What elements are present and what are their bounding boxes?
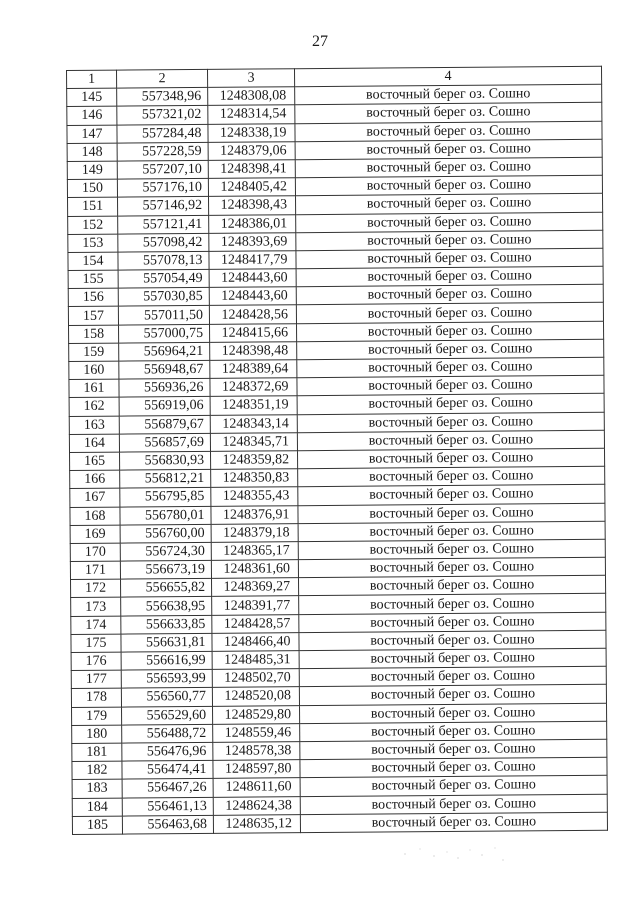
cell-y-coordinate: 1248443,60 — [209, 287, 296, 306]
cell-y-coordinate: 1248355,43 — [211, 487, 298, 506]
cell-x-coordinate: 556616,99 — [121, 651, 212, 670]
cell-point-number: 157 — [68, 307, 118, 326]
cell-description: восточный берег оз. Сошно — [298, 521, 605, 542]
cell-y-coordinate: 1248417,79 — [209, 251, 296, 270]
cell-x-coordinate: 557228,59 — [117, 142, 208, 161]
table-body — [67, 84, 608, 834]
cell-x-coordinate: 557207,10 — [117, 160, 208, 179]
cell-point-number: 175 — [71, 634, 121, 653]
cell-y-coordinate: 1248559,46 — [213, 723, 300, 742]
cell-point-number: 169 — [70, 525, 120, 544]
cell-point-number: 179 — [72, 707, 122, 726]
cell-description: восточный берег оз. Сошно — [295, 175, 602, 196]
cell-point-number: 164 — [69, 434, 119, 453]
cell-description: восточный берег оз. Сошно — [297, 375, 604, 396]
cell-point-number: 185 — [72, 816, 122, 835]
cell-x-coordinate: 556795,85 — [120, 488, 211, 507]
cell-description: восточный берег оз. Сошно — [296, 230, 603, 251]
scan-noise-decoration — [400, 840, 510, 870]
cell-description: восточный берег оз. Сошно — [297, 448, 604, 469]
cell-point-number: 156 — [68, 288, 118, 307]
cell-point-number: 163 — [69, 416, 119, 435]
cell-x-coordinate: 556936,26 — [119, 379, 210, 398]
cell-point-number: 162 — [69, 397, 119, 416]
cell-y-coordinate: 1248398,43 — [208, 196, 295, 215]
header-cell-x: 2 — [117, 69, 208, 88]
cell-point-number: 168 — [70, 507, 120, 526]
cell-description: восточный берег оз. Сошно — [300, 739, 607, 760]
table-row — [72, 812, 607, 834]
cell-point-number: 159 — [69, 343, 119, 362]
cell-x-coordinate: 556655,82 — [121, 579, 212, 598]
cell-x-coordinate: 557146,92 — [118, 197, 209, 216]
cell-x-coordinate: 556467,26 — [122, 779, 213, 798]
cell-description: восточный берег оз. Сошно — [297, 339, 604, 360]
cell-y-coordinate: 1248389,64 — [210, 360, 297, 379]
cell-y-coordinate: 1248314,54 — [208, 105, 295, 124]
cell-x-coordinate: 556760,00 — [120, 524, 211, 543]
cell-point-number: 171 — [70, 561, 120, 580]
cell-description: восточный берег оз. Сошно — [295, 157, 602, 178]
cell-description: восточный берег оз. Сошно — [295, 194, 602, 215]
cell-x-coordinate: 557321,02 — [117, 106, 208, 125]
cell-description: восточный берег оз. Сошно — [298, 539, 605, 560]
cell-y-coordinate: 1248361,60 — [211, 560, 298, 579]
cell-x-coordinate: 556529,60 — [122, 706, 213, 725]
cell-description: восточный берег оз. Сошно — [296, 212, 603, 233]
cell-x-coordinate: 556964,21 — [119, 342, 210, 361]
cell-x-coordinate: 556948,67 — [119, 360, 210, 379]
cell-description: восточный берег оз. Сошно — [296, 248, 603, 269]
cell-x-coordinate: 556673,19 — [120, 560, 211, 579]
cell-x-coordinate: 556463,68 — [122, 815, 213, 834]
cell-point-number: 182 — [72, 761, 122, 780]
cell-x-coordinate: 557078,13 — [118, 251, 209, 270]
coordinates-table — [66, 66, 608, 835]
cell-point-number: 158 — [69, 325, 119, 344]
cell-description: восточный берег оз. Сошно — [297, 412, 604, 433]
cell-x-coordinate: 557121,41 — [118, 215, 209, 234]
cell-description: восточный берег оз. Сошно — [299, 666, 606, 687]
cell-description: восточный берег оз. Сошно — [300, 812, 607, 833]
cell-description: восточный берег оз. Сошно — [295, 84, 602, 105]
cell-x-coordinate: 557176,10 — [117, 179, 208, 198]
cell-y-coordinate: 1248379,06 — [208, 141, 295, 160]
cell-y-coordinate: 1248443,60 — [209, 269, 296, 288]
cell-y-coordinate: 1248376,91 — [211, 505, 298, 524]
cell-description: восточный берег оз. Сошно — [296, 266, 603, 287]
cell-description: восточный берег оз. Сошно — [295, 121, 602, 142]
cell-point-number: 160 — [69, 361, 119, 380]
cell-x-coordinate: 556724,30 — [120, 542, 211, 561]
cell-description: восточный берег оз. Сошно — [300, 757, 607, 778]
cell-description: восточный берег оз. Сошно — [296, 321, 603, 342]
cell-x-coordinate: 556633,85 — [121, 615, 212, 634]
cell-x-coordinate: 556919,06 — [119, 397, 210, 416]
coordinates-table-container — [66, 66, 608, 835]
cell-x-coordinate: 556488,72 — [122, 724, 213, 743]
cell-x-coordinate: 557000,75 — [119, 324, 210, 343]
cell-y-coordinate: 1248635,12 — [213, 814, 300, 833]
cell-description: восточный берег оз. Сошно — [296, 303, 603, 324]
cell-point-number: 178 — [71, 688, 121, 707]
header-cell-y: 3 — [207, 69, 294, 88]
cell-y-coordinate: 1248428,56 — [209, 305, 296, 324]
cell-point-number: 165 — [70, 452, 120, 471]
cell-y-coordinate: 1248578,38 — [213, 742, 300, 761]
cell-x-coordinate: 557348,96 — [117, 88, 208, 107]
cell-description: восточный берег оз. Сошно — [298, 466, 605, 487]
cell-y-coordinate: 1248398,41 — [208, 160, 295, 179]
cell-y-coordinate: 1248379,18 — [211, 523, 298, 542]
cell-y-coordinate: 1248386,01 — [209, 214, 296, 233]
cell-x-coordinate: 556638,95 — [121, 597, 212, 616]
cell-description: восточный берег оз. Сошно — [297, 357, 604, 378]
cell-y-coordinate: 1248398,48 — [210, 342, 297, 361]
cell-point-number: 155 — [68, 270, 118, 289]
cell-y-coordinate: 1248428,57 — [212, 614, 299, 633]
cell-y-coordinate: 1248365,17 — [211, 542, 298, 561]
cell-description: восточный берег оз. Сошно — [298, 503, 605, 524]
cell-y-coordinate: 1248502,70 — [212, 669, 299, 688]
cell-point-number: 152 — [68, 216, 118, 235]
cell-description: восточный берег оз. Сошно — [297, 430, 604, 451]
cell-y-coordinate: 1248611,60 — [213, 778, 300, 797]
cell-point-number: 180 — [72, 725, 122, 744]
cell-x-coordinate: 556830,93 — [120, 451, 211, 470]
cell-y-coordinate: 1248308,08 — [208, 87, 295, 106]
cell-description: восточный берег оз. Сошно — [299, 630, 606, 651]
cell-y-coordinate: 1248624,38 — [213, 796, 300, 815]
cell-x-coordinate: 556593,99 — [121, 670, 212, 689]
cell-point-number: 146 — [67, 106, 117, 125]
header-cell-description: 4 — [294, 66, 601, 87]
cell-point-number: 145 — [67, 88, 117, 107]
cell-description: восточный берег оз. Сошно — [300, 721, 607, 742]
cell-y-coordinate: 1248393,69 — [209, 232, 296, 251]
page-number: 27 — [312, 33, 328, 50]
cell-point-number: 147 — [67, 125, 117, 144]
cell-description: восточный берег оз. Сошно — [299, 703, 606, 724]
cell-point-number: 154 — [68, 252, 118, 271]
cell-y-coordinate: 1248415,66 — [209, 323, 296, 342]
cell-description: восточный берег оз. Сошно — [299, 612, 606, 633]
cell-description: восточный берег оз. Сошно — [295, 139, 602, 160]
cell-y-coordinate: 1248485,31 — [212, 651, 299, 670]
cell-point-number: 148 — [67, 143, 117, 162]
cell-x-coordinate: 556812,21 — [120, 470, 211, 489]
cell-x-coordinate: 556474,41 — [122, 760, 213, 779]
cell-x-coordinate: 557284,48 — [117, 124, 208, 143]
cell-y-coordinate: 1248359,82 — [210, 451, 297, 470]
cell-point-number: 170 — [70, 543, 120, 562]
cell-point-number: 183 — [72, 779, 122, 798]
cell-x-coordinate: 556476,96 — [122, 742, 213, 761]
cell-x-coordinate: 556631,81 — [121, 633, 212, 652]
cell-description: восточный берег оз. Сошно — [299, 594, 606, 615]
cell-point-number: 173 — [71, 598, 121, 617]
cell-y-coordinate: 1248351,19 — [210, 396, 297, 415]
cell-description: восточный берег оз. Сошно — [298, 557, 605, 578]
cell-description: восточный берег оз. Сошно — [298, 485, 605, 506]
cell-point-number: 181 — [72, 743, 122, 762]
cell-x-coordinate: 556879,67 — [119, 415, 210, 434]
cell-y-coordinate: 1248350,83 — [211, 469, 298, 488]
cell-point-number: 184 — [72, 798, 122, 817]
cell-description: восточный берег оз. Сошно — [297, 394, 604, 415]
cell-description: восточный берег оз. Сошно — [299, 648, 606, 669]
cell-x-coordinate: 557054,49 — [118, 269, 209, 288]
cell-point-number: 176 — [71, 652, 121, 671]
cell-y-coordinate: 1248529,80 — [212, 705, 299, 724]
cell-y-coordinate: 1248343,14 — [210, 414, 297, 433]
cell-point-number: 151 — [68, 197, 118, 216]
cell-y-coordinate: 1248597,80 — [213, 760, 300, 779]
cell-y-coordinate: 1248345,71 — [210, 432, 297, 451]
cell-y-coordinate: 1248520,08 — [212, 687, 299, 706]
cell-description: восточный берег оз. Сошно — [296, 285, 603, 306]
cell-description: восточный берег оз. Сошно — [298, 576, 605, 597]
cell-point-number: 174 — [71, 616, 121, 635]
cell-point-number: 166 — [70, 470, 120, 489]
cell-y-coordinate: 1248466,40 — [212, 633, 299, 652]
cell-point-number: 149 — [67, 161, 117, 180]
cell-description: восточный берег оз. Сошно — [295, 103, 602, 124]
cell-point-number: 177 — [71, 670, 121, 689]
cell-point-number: 172 — [71, 579, 121, 598]
cell-y-coordinate: 1248405,42 — [208, 178, 295, 197]
cell-point-number: 167 — [70, 488, 120, 507]
cell-y-coordinate: 1248369,27 — [211, 578, 298, 597]
cell-x-coordinate: 556857,69 — [119, 433, 210, 452]
cell-description: восточный берег оз. Сошно — [299, 685, 606, 706]
cell-x-coordinate: 557098,42 — [118, 233, 209, 252]
cell-y-coordinate: 1248391,77 — [212, 596, 299, 615]
cell-y-coordinate: 1248372,69 — [210, 378, 297, 397]
cell-point-number: 161 — [69, 379, 119, 398]
cell-point-number: 150 — [67, 179, 117, 198]
cell-x-coordinate: 556780,01 — [120, 506, 211, 525]
cell-y-coordinate: 1248338,19 — [208, 123, 295, 142]
cell-x-coordinate: 557011,50 — [118, 306, 209, 325]
header-cell-point-number: 1 — [67, 70, 117, 89]
cell-description: восточный берег оз. Сошно — [300, 776, 607, 797]
cell-point-number: 153 — [68, 234, 118, 253]
cell-x-coordinate: 556560,77 — [121, 688, 212, 707]
cell-x-coordinate: 557030,85 — [118, 288, 209, 307]
cell-x-coordinate: 556461,13 — [122, 797, 213, 816]
cell-description: восточный берег оз. Сошно — [300, 794, 607, 815]
